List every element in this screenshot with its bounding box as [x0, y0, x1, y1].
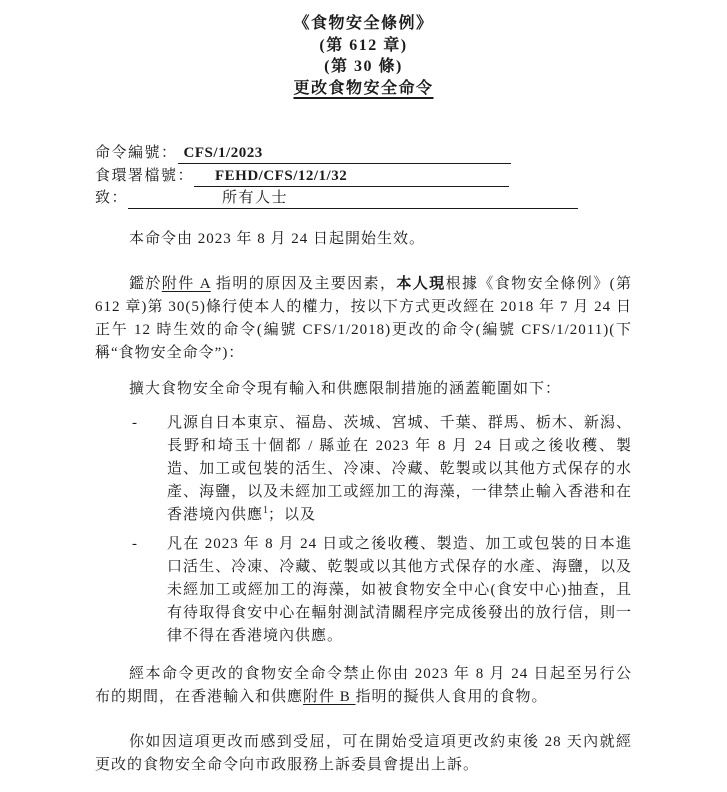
fehd-file-number-underline	[194, 166, 509, 187]
order-heading: 更改食物安全命令	[293, 79, 434, 97]
addressee-underline	[128, 188, 578, 209]
bullet-text-import-ban: 凡源自日本東京、福島、茨城、宮城、千葉、群馬、栃木、新潟、長野和埼玉十個都 / 縣並在 2023 年 8 月 24 日或之後收穫、製造、加工或包裝的活生、冷凍、冷藏、乾製或以其他方式保存的水產、海鹽，以及未經加工或經加工的海藻，一律禁止輸入香港和在香港境內供應$^1$；以及	[167, 414, 632, 523]
bullet-item-import-ban	[95, 412, 632, 527]
paragraph-prohibition: 經本命令更改的食物安全命令禁止你由 2023 年 8 月 24 日起至另行公布的期間，在香港輸入和供應附件 B 指明的擬供人食用的食物。	[95, 665, 632, 705]
form-row-fehd-file-number	[95, 166, 632, 189]
ordinance-name: 《食物安全條例》	[293, 15, 434, 32]
section-number: (第 30 條)	[324, 58, 403, 75]
chapter-number: (第 612 章)	[319, 36, 408, 54]
bullet-dash: -	[132, 535, 137, 552]
order-number-value: CFS/1/2023	[183, 145, 263, 161]
fehd-file-number-value: FEHD/CFS/12/1/32	[215, 167, 348, 184]
bullet-dash: -	[132, 414, 137, 431]
order-number-underline	[178, 143, 511, 164]
form-row-addressee	[95, 188, 632, 211]
addressee-value: 所有人士	[222, 190, 289, 206]
paragraph-whereas: 鑑於附件 A 指明的原因及主要因素，本人現根據《食物安全條例》(第 612 章)第 30(5)條行使本人的權力，按以下方式更改經在 2018 年 7 月 24 日正午 12 時生效的命令(編號 CFS/1/2018)更改的命令(編號 CFS/1/2011)(下稱“食物安全命令”)：	[95, 275, 632, 361]
bullet-text-supply-restriction: 凡在 2023 年 8 月 24 日或之後收穫、製造、加工或包裝的日本進口活生、冷凍、冷藏、乾製或以其他方式保存的水產、海鹽，以及未經加工或經加工的海藻，如被食物安全中心(食安中心)抽查，且有待取得食安中心在輻射測試清關程序完成後發出的放行信，則一律不得在香港境內供應。	[167, 535, 632, 644]
paragraph-scope-intro: 擴大食物安全命令現有輸入和供應限制措施的涵蓋範圍如下：	[129, 380, 562, 397]
paragraph-effective-date: 本命令由 2023 年 8 月 24 日起開始生效。	[129, 230, 426, 247]
paragraph-appeal: 你如因這項更改而感到受屈，可在開始受這項更改約束後 28 天內就經更改的食物安全命令向市政服務上訴委員會提出上訴。	[95, 733, 632, 773]
document-title	[95, 13, 632, 99]
reference-fields	[95, 143, 632, 211]
form-row-order-number	[95, 143, 632, 166]
bullet-item-supply-restriction	[95, 533, 632, 648]
fehd-file-number-label: 食環署檔號：	[95, 167, 195, 184]
order-number-label: 命令編號：	[95, 145, 178, 161]
addressee-label: 致：	[95, 190, 129, 206]
